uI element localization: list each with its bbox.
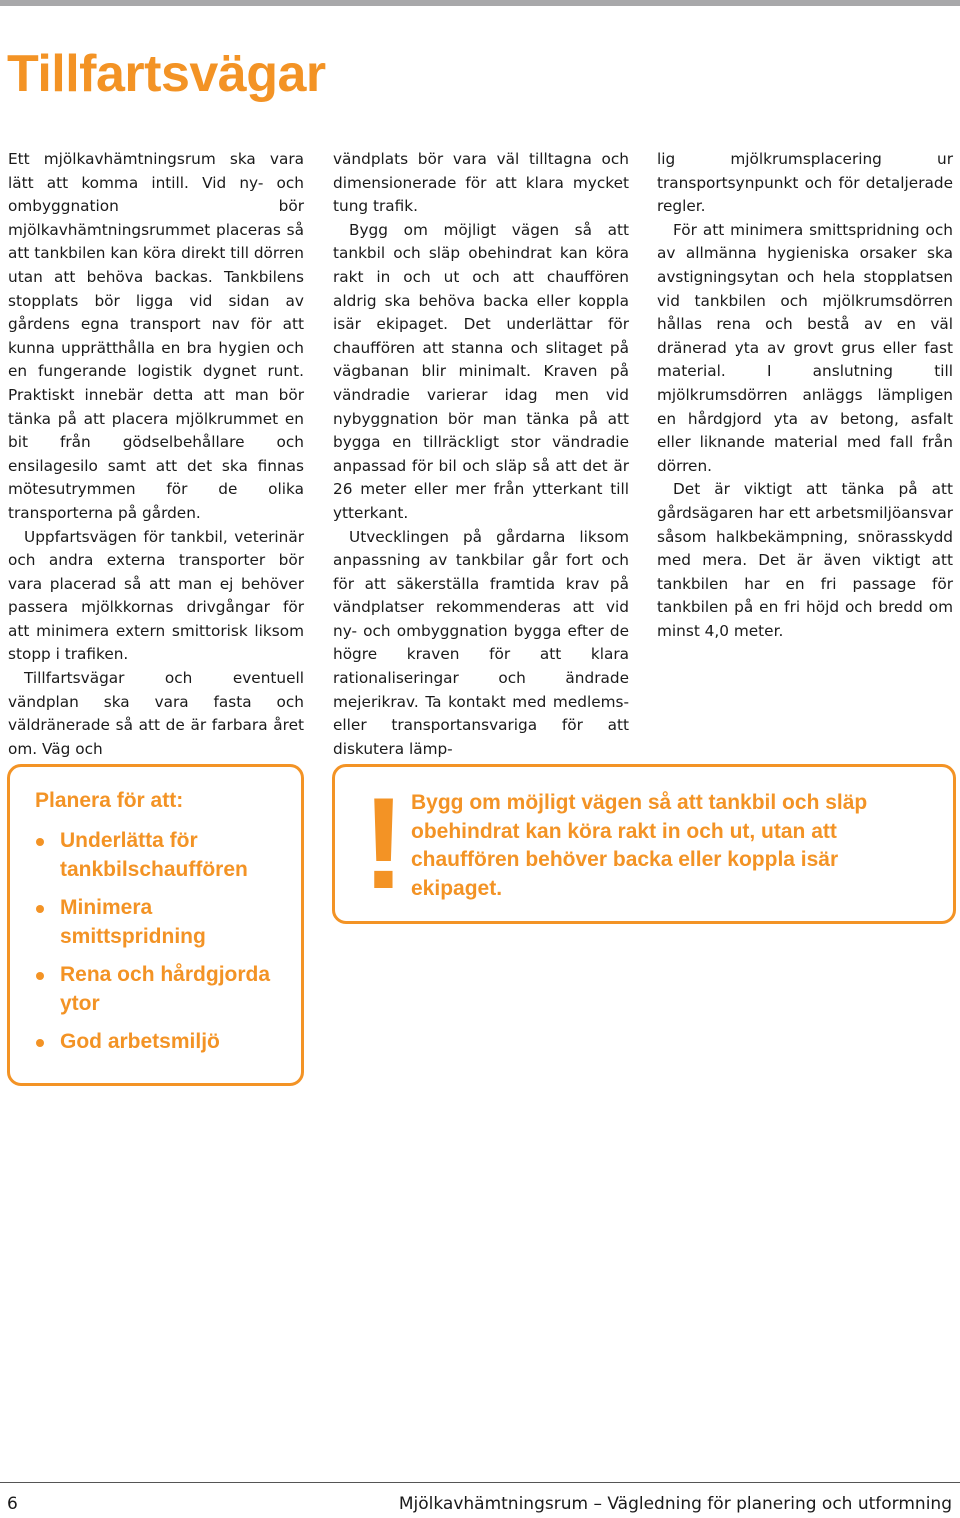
top-rule (0, 0, 960, 6)
footer-rule (0, 1482, 960, 1483)
page-title: Tillfartsvägar (7, 45, 326, 103)
bullet-icon (36, 972, 44, 980)
text-column-1 (8, 148, 304, 761)
footer-publication-title: Mjölkavhämtningsrum – Vägledning för planering och utformning (398, 1494, 952, 1514)
plan-box (7, 764, 304, 1086)
page-number: 6 (7, 1494, 18, 1514)
plan-list (35, 827, 285, 1067)
list-item (35, 961, 285, 1018)
warning-box (332, 764, 956, 924)
bullet-icon (36, 838, 44, 846)
paragraph: lig mjölkrumsplacering ur transportsynpunkt och för detaljerade regler. (657, 150, 953, 216)
list-item-label: Underlätta för tankbilschauffören (60, 829, 248, 881)
bullet-icon (36, 905, 44, 913)
text-column-2 (333, 148, 629, 761)
paragraph: Tillfartsvägar och eventuell vändplan ska vara fasta och väldränerade så att de är farbara året om. Väg och (8, 669, 304, 758)
paragraph: vändplats bör vara väl tilltagna och dimensionerade för att klara mycket tung trafik. (333, 150, 629, 216)
paragraph: Uppfartsvägen för tankbil, veterinär och andra externa transporter bör vara placerad så att man ej behöver passera mjölkkornas drivgångar för att minimera extern smittorisk liksom stopp i trafiken. (8, 527, 304, 664)
list-item-label: God arbetsmiljö (60, 1030, 220, 1053)
warning-text: Bygg om möjligt vägen så att tankbil och släp obehindrat kan köra rakt in och ut, utan att chauffören behöver backa eller koppla isär ekipaget. (411, 791, 868, 900)
paragraph: Ett mjölkavhämtningsrum ska vara lätt att komma intill. Vid ny- och ombyggnation bör mjölkavhämtningsrummet placeras så att tankbilen kan köra direkt till dörren utan att behöva backas. Tankbilens stopplats bör ligga vid sidan av gårdens egna transport nav för att kunna upprätthålla en bra hygien och en fungerande logistik dygnet runt. Praktiskt innebär detta att man bör tänka på att placera mjölkrummet en bit från gödselbehållare och ensilagesilo samt att det ska finnas mötesutrymmen för de olika transporterna på gården. (8, 150, 304, 522)
paragraph: Utvecklingen på gårdarna liksom anpassning av tankbilar går fort och för att säkerställa framtida krav på vändplatser rekommenderas att vid ny- och ombyggnation bygga efter de högre kraven för att klara rationaliseringar och ändrade mejerikrav. Ta kontakt med medlems- eller transportansvariga för att diskutera lämp- (333, 527, 629, 758)
list-item (35, 827, 285, 884)
bullet-icon (36, 1039, 44, 1047)
plan-box-title: Planera för att: (35, 789, 184, 812)
list-item (35, 894, 285, 951)
list-item (35, 1028, 285, 1057)
list-item-label: Minimera smittspridning (60, 896, 206, 948)
paragraph: Det är viktigt att tänka på att gårdsägaren har ett arbetsmiljöansvar såsom halkbekämpning, snörasskydd med mera. Det är även viktigt att tankbilen har en fri passage för tankbilen på en fri höjd och bredd om minst 4,0 meter. (657, 480, 953, 640)
paragraph: För att minimera smittspridning och av allmänna hygieniska orsaker ska avstigningsytan och hela stopplatsen vid tankbilen och mjölkrumsdörren hållas rena och bestå av en väl dränerad yta av grovt grus eller fast material. I anslutning till mjölkrumsdörren anläggs lämpligen en hårdgjord yta av betong, asfalt eller liknande material med fall från dörren. (657, 220, 953, 475)
list-item-label: Rena och hårdgjorda ytor (60, 963, 271, 1015)
text-column-3 (657, 148, 953, 643)
exclamation-icon: ! (362, 770, 406, 916)
paragraph: Bygg om möjligt vägen så att tankbil och släp obehindrat kan köra rakt in och ut och att chauffören aldrig ska behöva backa eller koppla isär ekipaget. Det underlättar för chauffören att stanna och slitaget på vägbanan blir minimalt. Kraven på vändradie varierar idag men vid nybyggnation bör man tänka på att bygga en tillräckligt stor vändradie anpassad för bil och släp så att det är 26 meter eller mer från ytterkant till ytterkant. (333, 220, 629, 522)
